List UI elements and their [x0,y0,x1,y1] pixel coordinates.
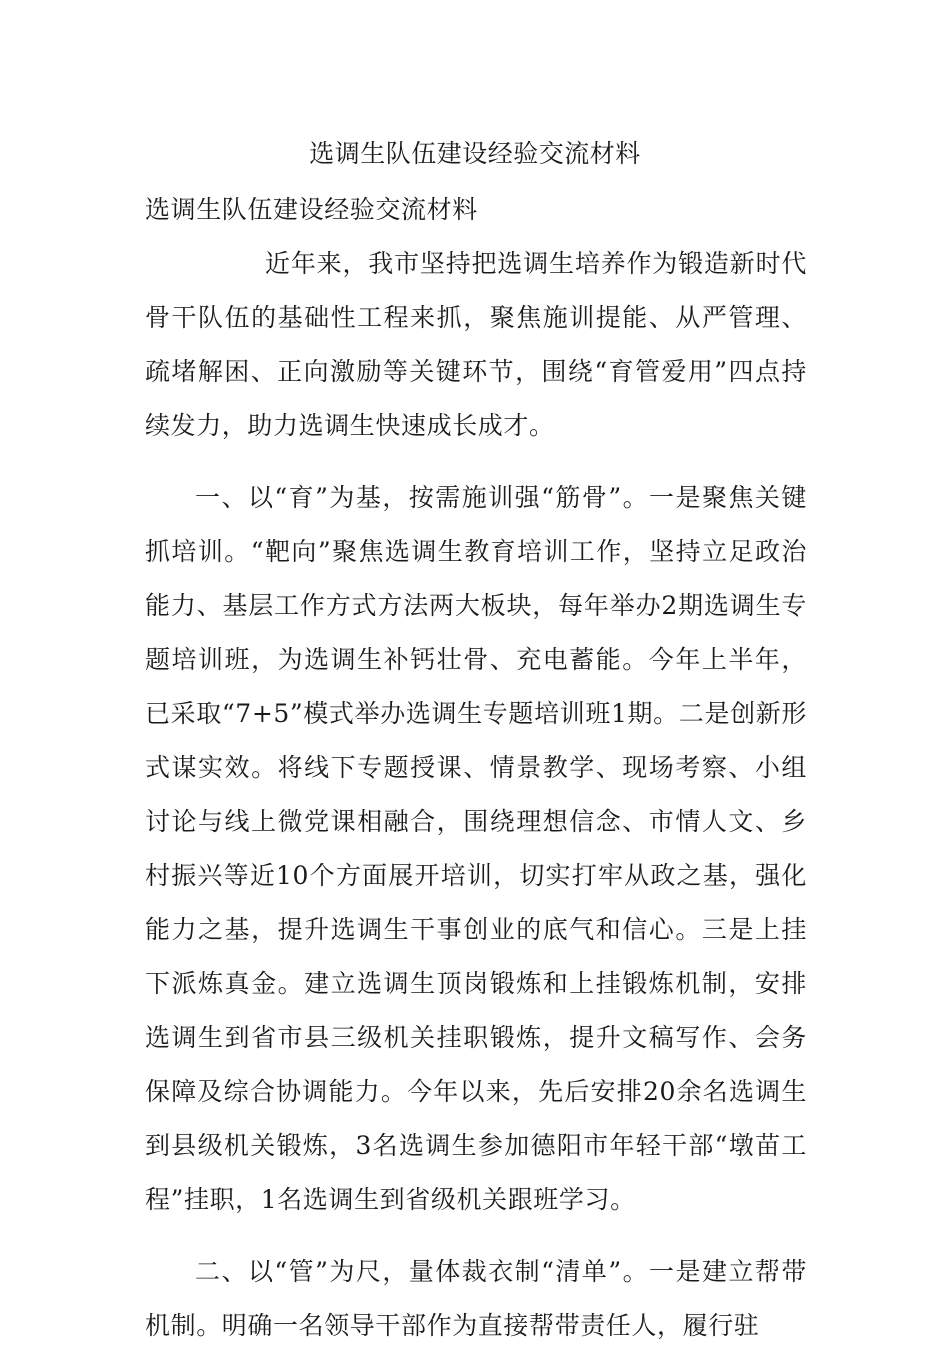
paragraph-section-two: 二、以“管”为尺，量体裁衣制“清单”。一是建立帮带机制。明确一名领导干部作为直接帮带责任人，履行驻 [145,1257,807,1340]
document-subtitle: 选调生队伍建设经验交流材料 [145,195,478,224]
document-title: 选调生队伍建设经验交流材料 [309,139,641,168]
paragraph-intro: 近年来，我市坚持把选调生培养作为锻造新时代骨干队伍的基础性工程来抓，聚焦施训提能、从严管理、疏堵解困、正向激励等关键环节，围绕“育管爱用”四点持续发力，助力选调生快速成长成才。 [145,249,807,440]
document-body [145,183,807,1353]
paragraph-section-one: 一、以“育”为基，按需施训强“筋骨”。一是聚焦关键抓培训。“靶向”聚焦选调生教育培训工作，坚持立足政治能力、基层工作方式方法两大板块，每年举办2期选调生专题培训班，为选调生补钙壮骨、充电蓄能。今年上半年，已采取“7+5”模式举办选调生专题培训班1期。二是创新形式谋实效。将线下专题授课、情景教学、现场考察、小组讨论与线上微党课相融合，围绕理想信念、市情人文、乡村振兴等近10个方面展开培训，切实打牢从政之基，强化能力之基，提升选调生干事创业的底气和信心。三是上挂下派炼真金。建立选调生顶岗锻炼和上挂锻炼机制，安排选调生到省市县三级机关挂职锻炼，提升文稿写作、会务保障及综合协调能力。今年以来，先后安排20余名选调生到县级机关锻炼，3名选调生参加德阳市年轻干部“墩苗工程”挂职，1名选调生到省级机关跟班学习。 [145,483,807,1214]
